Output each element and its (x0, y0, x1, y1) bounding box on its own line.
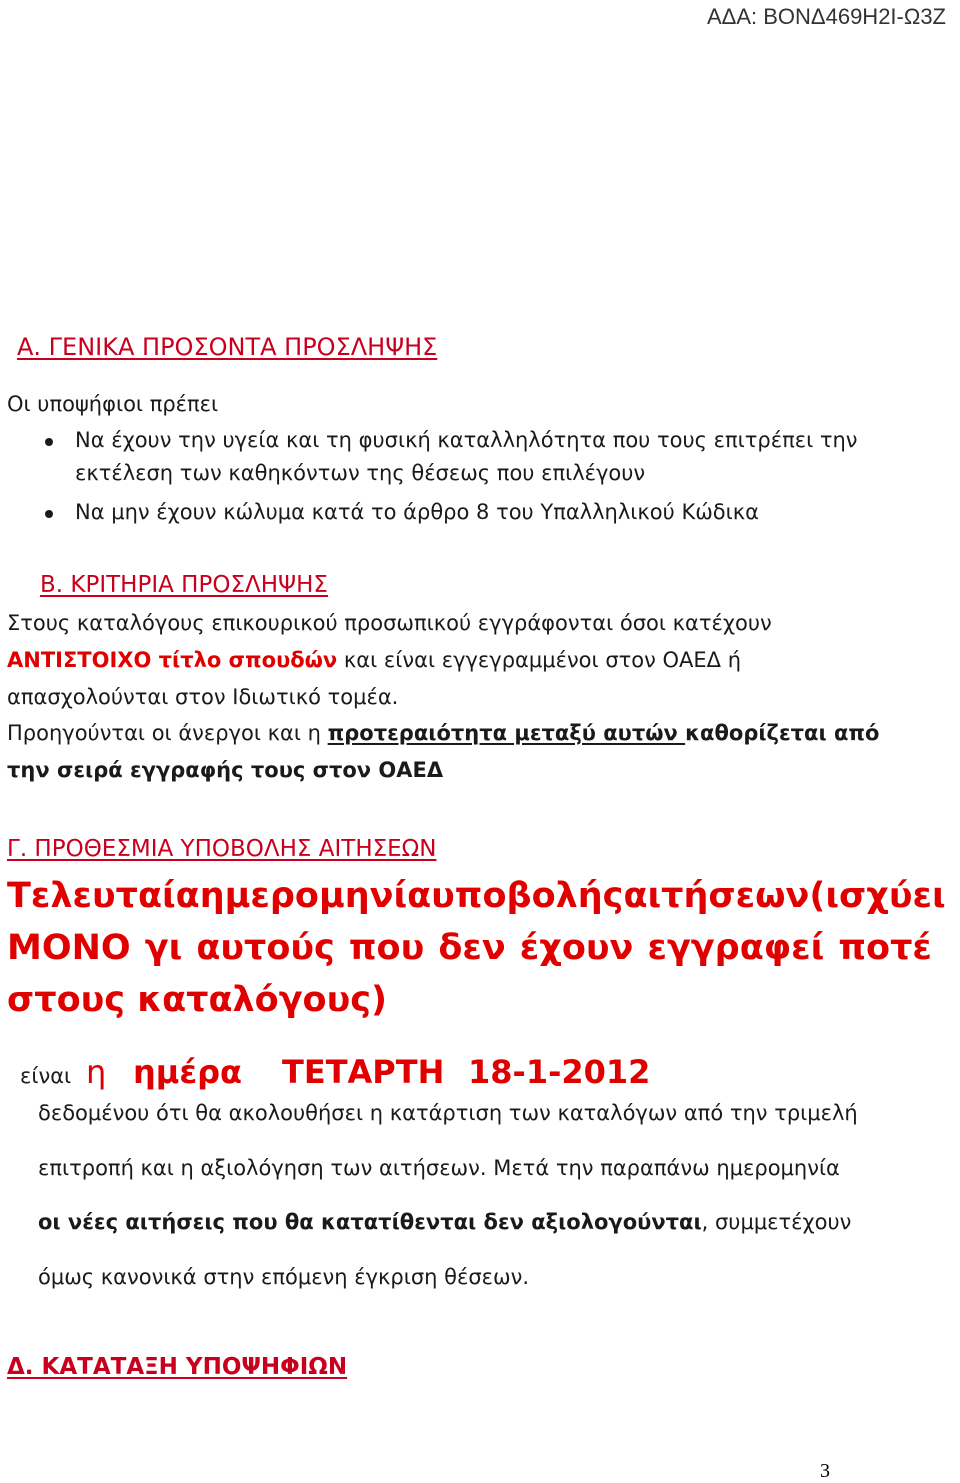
priority-text: προτεραιότητα μεταξύ αυτών (327, 721, 686, 745)
deadline-word: ΜΟΝΟ (7, 928, 131, 968)
section-c-paragraph-4: όμως κανονικά στην επόμενη έγκριση θέσεων. (38, 1265, 529, 1289)
required-degree-text: ΑΝΤΙΣΤΟΙΧΟ τίτλο σπουδών (7, 648, 338, 672)
deadline-word: ποτέ (838, 928, 932, 968)
deadline-word: αυτούς (196, 928, 335, 968)
deadline-word: δεν (438, 928, 506, 968)
deadline-word: γι (144, 928, 183, 968)
deadline-day-word: ημέρα (133, 1053, 243, 1091)
section-b-line-1: Στους καταλόγους επικουρικού προσωπικού εγγράφονται όσοι κατέχουν (7, 611, 772, 635)
bullet-dot-icon (45, 510, 53, 518)
section-b-line-2-rest: και είναι εγγεγραμμένοι στον ΟΑΕΔ ή (337, 648, 742, 672)
deadline-notice-line-2 (7, 928, 932, 968)
deadline-date: 18-1-2012 (468, 1053, 651, 1091)
bullet-2-line-1: Να μην έχουν κώλυμα κατά το άρθρο 8 του Υπαλληλικού Κώδικα (75, 500, 759, 524)
deadline-word: που (348, 928, 425, 968)
new-applications-notice: οι νέες αιτήσεις που θα κατατίθενται δεν αξιολογούνται (38, 1210, 702, 1234)
ada-code: ΑΔΑ: ΒΟΝΔ469Η2Ι-Ω3Ζ (706, 4, 946, 29)
deadline-prefix: είναι (20, 1064, 72, 1088)
section-b-line-5: την σειρά εγγραφής τους στον ΟΑΕΔ (7, 758, 444, 782)
bullet-1-line-2: εκτέλεση των καθηκόντων της θέσεως που επιλέγουν (75, 461, 646, 485)
section-c-heading: Γ. ΠΡΟΘΕΣΜΙΑ ΥΠΟΒΟΛΗΣ ΑΙΤΗΣΕΩΝ (7, 836, 437, 862)
section-a-heading: Α. ΓΕΝΙΚΑ ΠΡΟΣΟΝΤΑ ΠΡΟΣΛΗΨΗΣ (17, 333, 438, 361)
section-b-line-4-a: Προηγούνται οι άνεργοι και η (7, 721, 328, 745)
deadline-article: η (86, 1053, 107, 1091)
deadline-word: ημερομηνία (199, 876, 432, 916)
section-c-paragraph-3-rest: , συμμετέχουν (701, 1210, 852, 1234)
section-c-paragraph-3 (38, 1210, 851, 1234)
section-b-heading: Β. ΚΡΙΤΗΡΙΑ ΠΡΟΣΛΗΨΗΣ (40, 572, 328, 598)
deadline-word: εγγραφεί (647, 928, 825, 968)
deadline-word: Τελευταία (7, 876, 200, 916)
deadline-word: έχουν (519, 928, 634, 968)
section-b-line-3: απασχολούνται στον Ιδιωτικό τομέα. (7, 685, 399, 709)
section-b-line-4-c: καθορίζεται από (685, 721, 880, 745)
section-a-intro: Οι υποψήφιοι πρέπει (7, 392, 219, 416)
deadline-notice-line-3: στους καταλόγους) (7, 980, 387, 1020)
bullet-1-line-1: Να έχουν την υγεία και τη φυσική καταλληλότητα που τους επιτρέπει την (75, 428, 858, 452)
section-b-line-4 (7, 721, 879, 745)
deadline-day: ΤΕΤΑΡΤΗ (282, 1053, 445, 1091)
deadline-word: υποβολής (431, 876, 624, 916)
section-c-paragraph-1: δεδομένου ότι θα ακολουθήσει η κατάρτιση των καταλόγων από την τριμελή (38, 1101, 858, 1125)
section-b-line-2 (7, 648, 741, 672)
deadline-word: αιτήσεων (623, 876, 810, 916)
bullet-dot-icon (45, 438, 53, 446)
deadline-word: (ισχύει (809, 876, 946, 916)
section-c-paragraph-2: επιτροπή και η αξιολόγηση των αιτήσεων. Μετά την παραπάνω ημερομηνία (38, 1156, 840, 1180)
deadline-notice-line-1 (7, 876, 946, 916)
section-d-heading: Δ. ΚΑΤΑΤΑΞΗ ΥΠΟΨΗΦΙΩΝ (7, 1354, 348, 1380)
page-number: 3 (820, 1460, 830, 1482)
